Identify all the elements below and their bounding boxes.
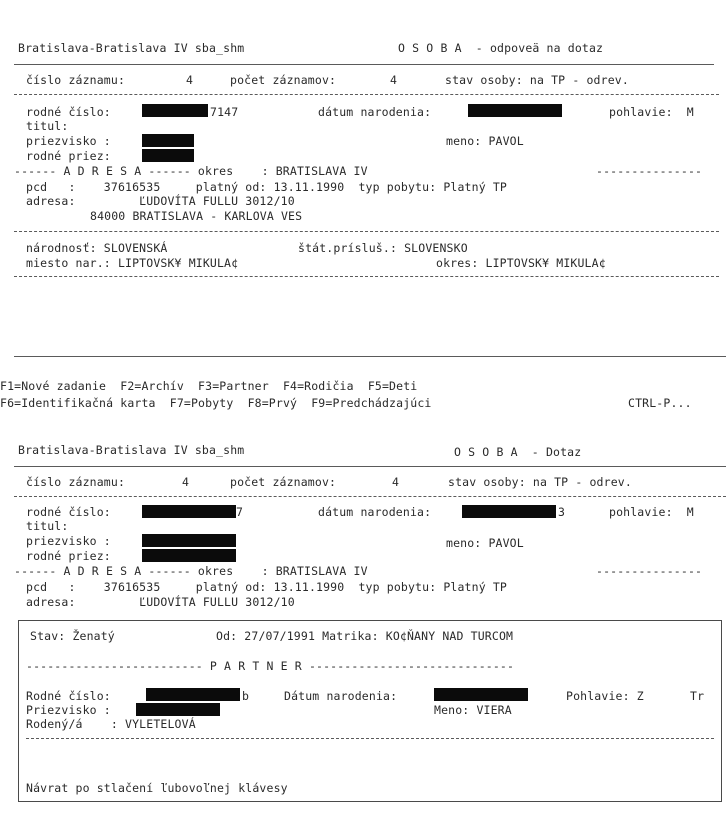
redaction-bar (146, 688, 240, 701)
screen2-surname-label: priezvisko : (26, 534, 111, 548)
ctrl-p-hint: CTRL-P... (628, 396, 692, 410)
partner-dialog (18, 620, 722, 802)
screen2-birth-number-tail: 7 (236, 505, 244, 519)
screen1-header-left: Bratislava-Bratislava IV sba_shm (18, 41, 245, 55)
screen2-address-section-trail: --------------- (596, 564, 703, 578)
screen2-birth-number-label: rodné číslo: (26, 505, 111, 519)
partner-tr: Tr (690, 689, 705, 703)
redaction-bar (434, 688, 528, 701)
screen1-address-section-line: ------ A D R E S A ------ okres : BRATISLAVA IV (14, 164, 368, 178)
partner-birth-number-label: Rodné číslo: (26, 689, 111, 703)
screen2-person-status: stav osoby: na TP - odrev. (448, 475, 632, 489)
screen1-divider-3 (14, 276, 719, 277)
screen1-record-number: 4 (186, 73, 194, 87)
screen1-count-number: 4 (390, 73, 398, 87)
screen2-count-number: 4 (392, 475, 400, 489)
screen2-header-left: Bratislava-Bratislava IV sba_shm (18, 443, 245, 457)
screen1-sex: pohlavie: M (609, 105, 694, 119)
screen2-address-section-line: ------ A D R E S A ------ okres : BRATISLAVA IV (14, 564, 368, 578)
screen2-first-name: meno: PAVOL (446, 536, 524, 550)
screen1-address-city: 84000 BRATISLAVA - KARLOVA VES (90, 209, 303, 223)
screen2-birth-date-label: dátum narodenia: (318, 505, 432, 519)
screen2-record-label: číslo záznamu: (26, 475, 126, 489)
screen1-top-rule (14, 64, 714, 65)
screen1-person-status: stav osoby: na TP - odrev. (445, 73, 629, 87)
redaction-bar (142, 549, 236, 562)
screen1-title-label: titul: (26, 119, 69, 133)
screen1-residence-line: pcd : 37616535 platný od: 13.11.1990 typ pobytu: Platný TP (26, 180, 508, 194)
screen2-record-number: 4 (182, 475, 190, 489)
screen2-sex: pohlavie: M (609, 505, 694, 519)
screen2-maiden-name-label: rodné priez: (26, 549, 111, 563)
redaction-bar (142, 134, 194, 147)
screen1-count-label: počet záznamov: (230, 73, 337, 87)
partner-birth-number-tail: b (242, 689, 250, 703)
screen2-top-rule (14, 466, 726, 467)
redaction-bar (142, 149, 194, 162)
screen1-bottom-rule (14, 356, 726, 357)
partner-section-line: ------------------------- P A R T N E R ----------------------------- (26, 659, 515, 673)
screen2-address-street: adresa: ĽUDOVÍTA FULLU 3012/10 (26, 595, 295, 609)
screen1-header-right: O S O B A - odpoveä na dotaz (398, 41, 604, 55)
screen1-surname-label: priezvisko : (26, 134, 111, 148)
screen1-record-label: číslo záznamu: (26, 73, 126, 87)
function-keys-row-2: F6=Identifikačná karta F7=Pobyty F8=Prvý F9=Predchádzajúci (0, 396, 432, 410)
screen2-residence-line: pcd : 37616535 platný od: 13.11.1990 typ pobytu: Platný TP (26, 580, 508, 594)
redaction-bar (142, 505, 236, 518)
screen1-birthplace: miesto nar.: LIPTOVSK¥ MIKULA¢ (26, 256, 239, 270)
function-keys-row-1: F1=Nové zadanie F2=Archív F3=Partner F4=Rodičia F5=Deti (0, 379, 418, 393)
screen1-birth-date-label: dátum narodenia: (318, 105, 432, 119)
screen2-count-label: počet záznamov: (230, 475, 337, 489)
screen1-citizenship: štát.prísluš.: SLOVENSKO (298, 241, 468, 255)
screen1-maiden-name-label: rodné priez: (26, 149, 111, 163)
screen2-divider-1 (14, 496, 726, 497)
screen1-divider-2 (14, 231, 719, 232)
screen2-title-label: titul: (26, 519, 69, 533)
screen1-birth-number-label: rodné číslo: (26, 105, 111, 119)
partner-sex: Pohlavie: Z (566, 689, 644, 703)
redaction-bar (468, 104, 562, 117)
partner-first-name: Meno: VIERA (434, 703, 512, 717)
screen1-birth-number-tail: 7147 (210, 105, 239, 119)
redaction-bar (136, 703, 220, 716)
partner-return-hint: Návrat po stlačení ľubovoľnej klávesy (26, 781, 288, 795)
screen1-nationality: národnosť: SLOVENSKÁ (26, 241, 168, 255)
screen1-first-name: meno: PAVOL (446, 134, 524, 148)
partner-maiden-name: Rodený/á : VYLETELOVÁ (26, 717, 196, 731)
screen1-address-section-trail: --------------- (596, 164, 703, 178)
redaction-bar (142, 534, 236, 547)
screen2-header-right: O S O B A - Dotaz (454, 445, 582, 459)
screen1-divider-1 (14, 94, 719, 95)
partner-divider (26, 738, 714, 739)
partner-marriage-date: Od: 27/07/1991 Matrika: KO¢ŇANY NAD TURCOM (216, 629, 514, 643)
partner-marital-status: Stav: Ženatý (30, 629, 115, 643)
screen1-birthplace-district: okres: LIPTOVSK¥ MIKULA¢ (436, 256, 606, 270)
redaction-bar (462, 505, 556, 518)
redaction-bar (142, 104, 208, 117)
screen2-birth-date-tail: 3 (558, 505, 566, 519)
partner-surname-label: Priezvisko : (26, 703, 111, 717)
partner-birth-date-label: Dátum narodenia: (284, 689, 398, 703)
screen1-address-street: adresa: ĽUDOVÍTA FULLU 3012/10 (26, 194, 295, 208)
